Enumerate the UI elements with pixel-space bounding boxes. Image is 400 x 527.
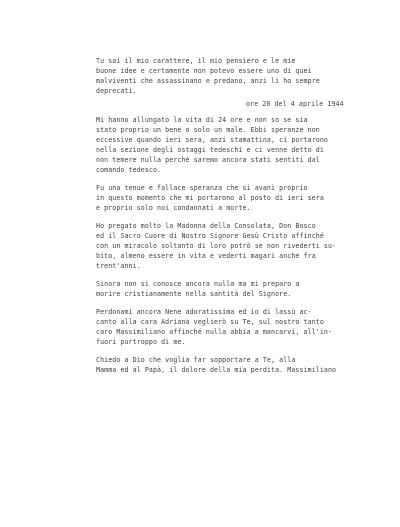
text-line: non temere nulla perché saremo ancora stati sentiti dal: [96, 156, 320, 164]
text-line: nella sezione degli ostaggi tedeschi e ci venne detto di: [96, 146, 324, 154]
paragraph-4: [96, 221, 392, 271]
text-line: bito, almeno essere in vita e vederti magari anche fra: [96, 252, 316, 260]
text-line: Sinora non si conosce ancora nulla ma mi preparo a: [96, 280, 300, 288]
text-line: canto alla cara Adriana veglierò su Te, sul nostro tanto: [96, 318, 324, 326]
paragraph-6: [96, 307, 392, 347]
letter-dateline: ore 20 del 4 aprile 1944: [246, 100, 344, 108]
text-line: Mamma ed al Papà, il dolore della mia perdita. Massimiliano: [96, 366, 337, 374]
paragraph-1: [96, 56, 392, 96]
text-line: ed il Sacro Cuore di Nostro Signore Gesù Cristo affinché: [96, 232, 324, 240]
text-line: comando tedesco.: [96, 166, 162, 174]
paragraph-2: [96, 115, 392, 175]
text-line: deprecati.: [96, 87, 137, 95]
text-line: in questo momento che mi portarono al posto di ieri sera: [96, 194, 324, 202]
text-line: Perdonami ancora Nene adoratissima ed io di lassù ac-: [96, 308, 312, 316]
text-line: stato proprio un bene o solo un male. Ebbi speranze non: [96, 126, 320, 134]
text-line: Mi hanno allungato la vita di 24 ore e non so se sia: [96, 116, 308, 124]
text-line: morire cristianamente nella santità del Signore.: [96, 290, 292, 298]
text-line: eccessive quando ieri sera, anzi stamattina, ci portarono: [96, 136, 328, 144]
text-line: e proprio solo noi condannati a morte.: [96, 204, 251, 212]
text-line: con un miracolo soltanto di loro potrò se non rivederti su-: [96, 242, 337, 250]
text-line: Tu sai il mio carattere, il mio pensiero e le mie: [96, 57, 296, 65]
text-line: Chiedo a Dio che voglia far sopportare a Te, alla: [96, 356, 296, 364]
paragraph-3: [96, 183, 392, 213]
paragraph-5: [96, 279, 392, 299]
text-line: buone idee e certamente non potevo essere uno di quei: [96, 67, 312, 75]
text-line: caro Massimiliano affinché nulla abbia a mancarvi, all'in-: [96, 328, 333, 336]
letter-body: [96, 56, 392, 375]
text-line: Fu una tenue e fallace speranza che si avanì proprio: [96, 184, 308, 192]
text-line: trent'anni.: [96, 262, 141, 270]
text-line: Ho pregato molto la Madonna della Consolata, Don Bosco: [96, 222, 316, 230]
text-line: malviventi che assassinano e predano, anzi li ho sempre: [96, 77, 320, 85]
paragraph-7: [96, 355, 392, 375]
text-line: fuori purtroppo di me.: [96, 338, 186, 346]
